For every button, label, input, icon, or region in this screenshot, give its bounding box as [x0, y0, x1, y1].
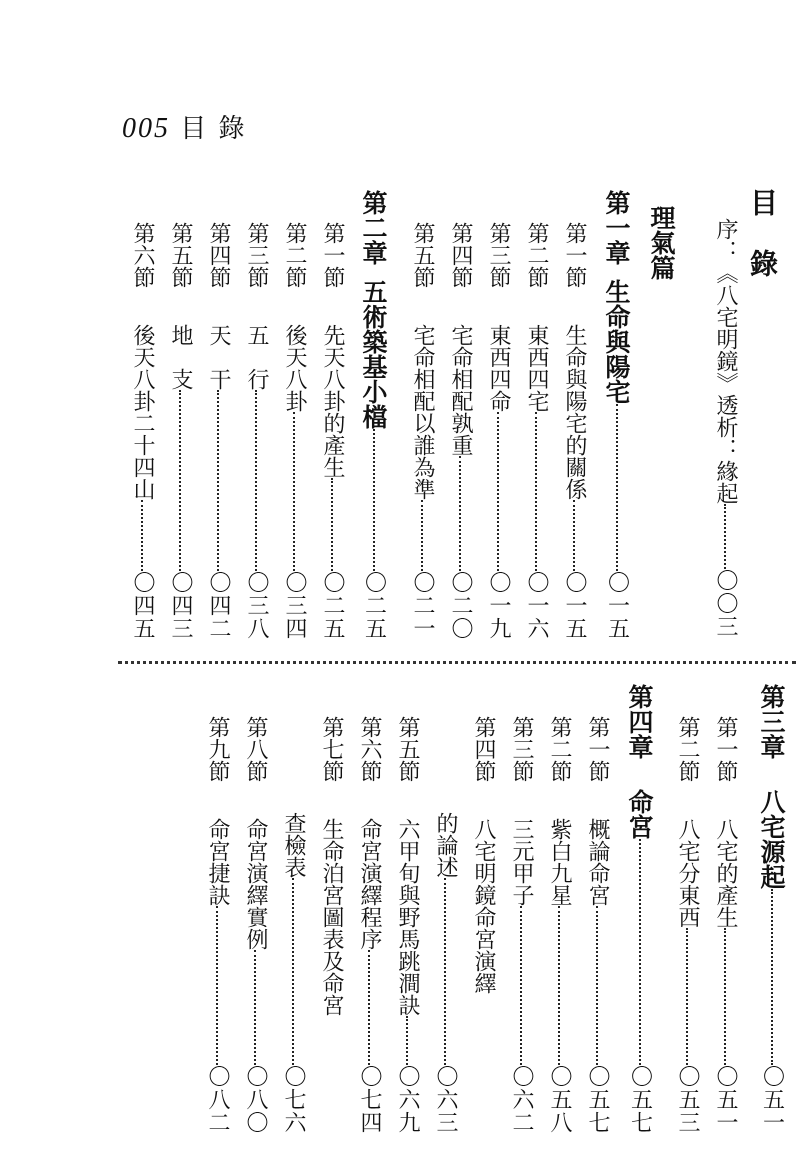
- toc-entry-chapter2[interactable]: 第二章 五術築基小檔 〇二五: [359, 190, 388, 640]
- toc-entry-ch1-sec5[interactable]: 第五節 宅命相配以誰為準 〇二一: [410, 222, 435, 640]
- toc-entry-ch2-sec3[interactable]: 第三節 五 行 〇三八: [244, 222, 269, 640]
- toc-entry-ch1-sec4[interactable]: 第四節 宅命相配孰重 〇二〇: [448, 222, 473, 640]
- toc-entry-ch4-sec4[interactable]: 第四節 八宅明鏡命宮演繹: [471, 716, 496, 994]
- toc-entry-ch4-sec7[interactable]: 第七節 生命泊宮圖表及命宮: [319, 716, 344, 1016]
- toc-entry-ch4-sec9[interactable]: 第九節 命宮捷訣 〇八二: [205, 716, 230, 1134]
- toc-entry-ch3-sec1[interactable]: 第一節 八宅的產生 〇五一: [713, 716, 738, 1134]
- toc-entry-chapter4[interactable]: 第四章 命宮 〇五七: [625, 684, 654, 1134]
- toc-entry-ch4-sec8[interactable]: 第八節 命宮演繹實例 〇八〇: [243, 716, 268, 1134]
- toc-entry-ch2-sec5[interactable]: 第五節 地 支 〇四三: [168, 222, 193, 640]
- toc-entry-ch4-sec6[interactable]: 第六節 命宮演繹程序 〇七四: [357, 716, 382, 1134]
- page-header: [122, 108, 247, 145]
- toc-entry-ch3-sec2[interactable]: 第二節 八宅分東西 〇五三: [675, 716, 700, 1134]
- toc-entry-chapter3[interactable]: 第三章 八宅源起 〇五一: [757, 684, 786, 1134]
- header-title: 目 錄: [180, 114, 247, 144]
- panel-divider: [118, 661, 796, 664]
- toc-entry-ch1-sec3[interactable]: 第三節 東西四命 〇一九: [486, 222, 511, 640]
- toc-entry-ch2-sec1[interactable]: 第一節 先天八卦的產生 〇二五: [320, 222, 345, 640]
- toc-entry-ch4-sec2[interactable]: 第二節 紫白九星 〇五八: [547, 716, 572, 1134]
- part-title: 理氣篇: [647, 205, 676, 280]
- toc-entry-ch4-sec5[interactable]: 第五節 六甲旬與野馬跳澗訣 〇六九: [395, 716, 420, 1134]
- toc-entry-ch4-sec7-cont[interactable]: 查檢表 〇七六: [281, 812, 306, 1134]
- toc-entry-chapter1[interactable]: 第一章 生命與陽宅 〇一五: [602, 190, 631, 640]
- page-number: 005: [122, 113, 170, 144]
- toc-heading: 目 錄: [746, 188, 779, 277]
- toc-entry-ch4-sec4-cont[interactable]: 的論述 〇六三: [433, 812, 458, 1134]
- toc-entry-ch4-sec1[interactable]: 第一節 概論命宮 〇五七: [585, 716, 610, 1134]
- toc-entry-ch1-sec1[interactable]: 第一節 生命與陽宅的關係 〇一五: [562, 222, 587, 640]
- toc-entry-ch4-sec3[interactable]: 第三節 三元甲子 〇六二: [509, 716, 534, 1134]
- toc-entry-ch2-sec2[interactable]: 第二節 後天八卦 〇三四: [282, 222, 307, 640]
- toc-entry-ch1-sec2[interactable]: 第二節 東西四宅 〇一六: [524, 222, 549, 640]
- toc-entry-ch2-sec6[interactable]: 第六節 後天八卦二十四山 〇四五: [130, 222, 155, 640]
- toc-entry-preface[interactable]: 序：《八宅明鏡》透析：緣起 〇〇三: [713, 218, 738, 638]
- toc-entry-ch2-sec4[interactable]: 第四節 天 干 〇四二: [206, 222, 231, 640]
